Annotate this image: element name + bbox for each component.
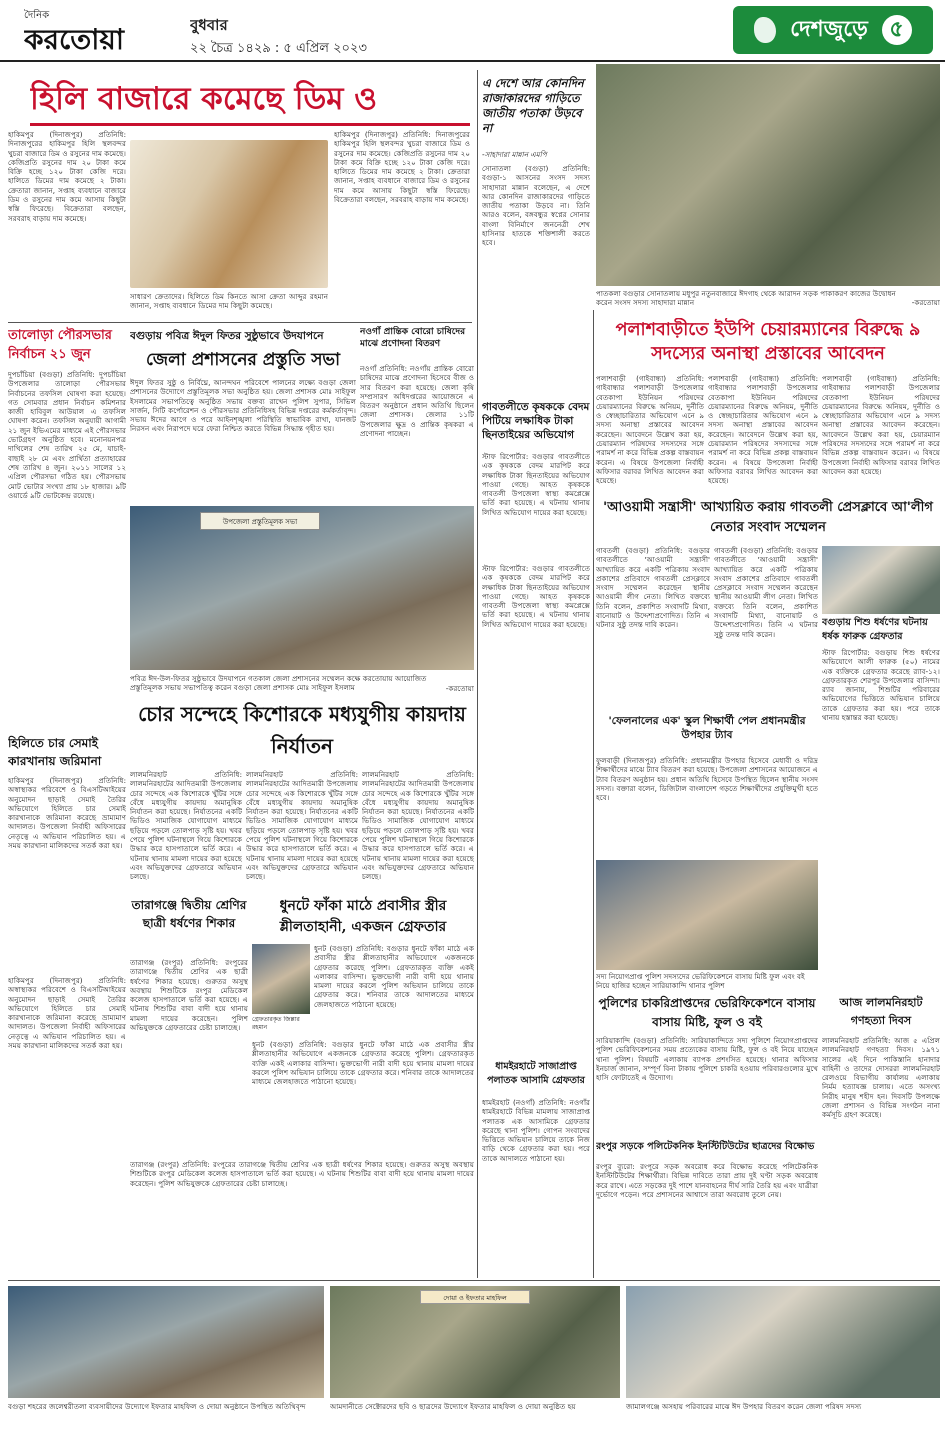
tab-body: ফুলবাড়ী (দিনাজপুর) প্রতিনিধি: প্রধানমন্ত্রীর উপহার হিসেবে মেধাবী ও দরিদ্র শিক্ষার্থীদের মাঝে ট্যাব বিতরণ করা হয়েছে। উপজেলা প্রশাসনের আয়োজনে এ ট্যাব বিতরণ অনুষ্ঠান হয়। প্রধান অতিথি হিসেবে উপস্থিত ছিলেন স্থানীয় সংসদ সদস্য। বক্তারা বলেন, ডিজিটাল বাংলাদেশ গড়তে শিক্ষার্থীদের প্রযুক্তিমুখী হতে হবে।: [596, 756, 818, 803]
bottom-divider: [8, 1280, 940, 1281]
palashbari-body-col3: পলাশবাড়ী (গাইবান্ধা) প্রতিনিধি: গাইবান্ধার পলাশবাড়ী উপজেলার বেতকাপা ইউনিয়ন পরিষদের চেয়ারম্যানের বিরুদ্ধে অনিয়ম, দুর্নীতি ও স্বেচ্ছাচারিতার অভিযোগ এনে ৯ সদস্য অনাস্থা প্রস্তাবের আবেদন করেছেন। আবেদনে উল্লেখ করা হয়, চেয়ারম্যান পরিষদের সদস্যদের সঙ্গে পরামর্শ না করে বিভিন্ন প্রকল্প বাস্তবায়ন করেন। এ বিষয়ে উপজেলা নির্বাহী অফিসার বরাবর লিখিত আবেদন করা হয়েছে।: [822, 374, 940, 476]
top-news-photo: [596, 64, 940, 286]
police-body: সারিয়াকান্দি (বগুড়া) প্রতিনিধি: সারিয়াকান্দিতে সদ্য পুলিশে নিয়োগপ্রাপ্তদের পুলিশ ভেরিফিকেশনের সময় প্রত্যেকের বাসায় মিষ্টি, ফুল ও বই নিয়ে যাচ্ছেন থানা পুলিশ। বিষয়টি এলাকায় ব্যাপক প্রশংসিত হয়েছে। থানার অফিসার ইনচার্জ জানান, সম্পূর্ণ বিনা টাকায় পুলিশে চাকরি হওয়ায় পরিবারগুলোর মুখে হাসি ফোটাতেই এ উদ্যোগ।: [596, 1036, 818, 1083]
flag-byline: -সাহাদারা মান্নান এমপি: [482, 150, 547, 159]
gabtali-farmer-headline: গাবতলীতে কৃষককে বেদম পিটিয়ে লক্ষাধিক টাকা ছিনতাইয়ের অভিযোগ: [482, 401, 590, 441]
semai-headline: হিলিতে চার সেমাই কারখানায় জরিমানা: [8, 736, 102, 768]
page-number: ৫: [882, 15, 912, 45]
section-title: দেশজুড়ে: [790, 17, 868, 42]
dhunat-body: ধুনট (বগুড়া) প্রতিনিধি: বগুড়ার ধুনটে ফাঁকা মাঠে এক প্রবাসীর স্ত্রীর শ্লীলতাহানীর অভিযোগে একজনকে গ্রেফতার করেছে পুলিশ। গ্রেফতারকৃত ব্যক্তি একই এলাকার বাসিন্দা। ভুক্তভোগী নারী বাদী হয়ে থানায় মামলা দায়ের করলে পুলিশ অভিযান চালিয়ে তাকে গ্রেফতার করে। শনিবার তাকে আদালতের মাধ্যমে জেলহাজতে পাঠানো হয়েছে।: [314, 944, 474, 1009]
semai-body: হাকিমপুর (দিনাজপুর) প্রতিনিধি: অস্বাস্থ্যকর পরিবেশে ও বিএসটিআইয়ের অনুমোদন ছাড়াই সেমাই তৈরির অভিযোগে হিলিতে চার সেমাই কারখানাকে জরিমানা করেছে ভ্রাম্যমাণ আদালত। উপজেলা নির্বাহী অফিসারের নেতৃত্বে এ অভিযান পরিচালিত হয়। এ সময় কারখানা মালিকদের সতর্ক করা হয়।: [8, 776, 126, 851]
rangpur-headline: রংপুর সড়কে পলিটেকনিক ইনস্টিটিউটের ছাত্রদের বিক্ষোভ: [596, 1141, 815, 1152]
flag-body: সোনাতলা (বগুড়া) প্রতিনিধি: বগুড়া-১ আসনের সংসদ সদস্য সাহাদারা মান্নান বলেছেন, এ দেশে আর কোনদিন রাজাকারদের গাড়িতে জাতীয় পতাকা উড়বে না। তিনি আরও বলেন, বঙ্গবন্ধুর স্বপ্নের সোনার বাংলা বিনির্মাণে জননেত্রী শেখ হাসিনার হাতকে শক্তিশালী করতে হবে।: [482, 164, 590, 248]
chor-body: লালমনিরহাট প্রতিনিধি: লালমনিরহাটের আদিতমারী উপজেলায় চোর সন্দেহে এক কিশোরকে খুঁটির সঙ্গে বেঁধে মধ্যযুগীয় কায়দায় অমানুষিক নির্যাতন করা হয়েছে। নির্যাতনের একটি ভিডিও সামাজিক যোগাযোগ মাধ্যমে ছড়িয়ে পড়লে তোলপাড় সৃষ্টি হয়। খবর পেয়ে পুলিশ ঘটনাস্থলে গিয়ে কিশোরকে উদ্ধার করে হাসপাতালে ভর্তি করে। এ ঘটনায় থানায় মামলা দায়ের করা হয়েছে এবং অভিযুক্তদের গ্রেফতারে অভিযান চলছে।: [130, 770, 242, 882]
eid-body: ঈদুল ফিতর সুষ্ঠু ও নির্বিঘ্নে, আনন্দঘন পরিবেশে পালনের লক্ষ্যে বগুড়া জেলা প্রশাসনের উদ্যোগে প্রস্তুতিমূলক সভা অনুষ্ঠিত হয়। জেলা প্রশাসক মোঃ সাইফুল ইসলামের সভাপতিত্বে অনুষ্ঠিত সভায় বক্তব্য রাখেন পুলিশ সুপার, সিভিল সার্জন, সিটি কর্পোরেশন ও পৌরসভার প্রতিনিধিসহ বিভিন্ন দপ্তরের কর্মকর্তাবৃন্দ। সভায় ঈদের আগে ও পরে আইনশৃঙ্খলা পরিস্থিতি স্বাভাবিক রাখা, যানজট নিরসন এবং নিরাপদে ঘরে ফেরা নিশ্চিত করতে বিভিন্ন সিদ্ধান্ত গৃহীত হয়।: [130, 378, 356, 434]
flag-headline: এ দেশে আর কোনদিন রাজাকারদের গাড়িতে জাতীয় পতাকা উড়বে না: [482, 76, 584, 135]
hili-headline: হিলি বাজারে কমেছে ডিম ও: [30, 76, 470, 126]
palashbari-body-col2: পলাশবাড়ী (গাইবান্ধা) প্রতিনিধি: গাইবান্ধার পলাশবাড়ী উপজেলার বেতকাপা ইউনিয়ন পরিষদের চেয়ারম্যানের বিরুদ্ধে অনিয়ম, দুর্নীতি ও স্বেচ্ছাচারিতার অভিযোগ এনে ৯ সদস্য অনাস্থা প্রস্তাবের আবেদন করেছেন। আবেদনে উল্লেখ করা হয়, চেয়ারম্যান পরিষদের সদস্যদের সঙ্গে পরামর্শ না করে বিভিন্ন প্রকল্প বাস্তবায়ন করেন। এ বিষয়ে উপজেলা নির্বাহী অফিসার বরাবর লিখিত আবেদন করা হয়েছে।: [708, 374, 818, 486]
dhunat-portrait-caption: গ্রেফতারকৃত জিল্লার রহমান: [252, 1016, 300, 1031]
eid-headline-large: জেলা প্রশাসনের প্রস্তুতি সভা: [145, 350, 341, 370]
shishu-headline: বগুড়ায় শিশু ধর্ষণের ঘটনায় ধর্ষক ফারুক গ্রেফতার: [822, 617, 928, 642]
newspaper-logo: [24, 8, 184, 54]
chor-body-col3: লালমনিরহাট প্রতিনিধি: লালমনিরহাটের আদিতমারী উপজেলায় চোর সন্দেহে এক কিশোরকে খুঁটির সঙ্গে বেঁধে মধ্যযুগীয় কায়দায় অমানুষিক নির্যাতন করা হয়েছে। নির্যাতনের একটি ভিডিও সামাজিক যোগাযোগ মাধ্যমে ছড়িয়ে পড়লে তোলপাড় সৃষ্টি হয়। খবর পেয়ে পুলিশ ঘটনাস্থলে গিয়ে কিশোরকে উদ্ধার করে হাসপাতালে ভর্তি করে। এ ঘটনায় থানায় মামলা দায়ের করা হয়েছে এবং অভিযুক্তদের গ্রেফতারে অভিযান চলছে।: [362, 770, 474, 882]
palashbari-body: পলাশবাড়ী (গাইবান্ধা) প্রতিনিধি: গাইবান্ধার পলাশবাড়ী উপজেলার বেতকাপা ইউনিয়ন পরিষদের চেয়ারম্যানের বিরুদ্ধে অনিয়ম, দুর্নীতি ও স্বেচ্ছাচারিতার অভিযোগ এনে ৯ সদস্য অনাস্থা প্রস্তাবের আবেদন করেছেন। আবেদনে উল্লেখ করা হয়, চেয়ারম্যান পরিষদের সদস্যদের সঙ্গে পরামর্শ না করে বিভিন্ন প্রকল্প বাস্তবায়ন করেন। এ বিষয়ে উপজেলা নির্বাহী অফিসার বরাবর লিখিত আবেদন করা হয়েছে।: [596, 374, 704, 486]
semai-body-cont: হাকিমপুর (দিনাজপুর) প্রতিনিধি: অস্বাস্থ্যকর পরিবেশে ও বিএসটিআইয়ের অনুমোদন ছাড়াই সেমাই তৈরির অভিযোগে হিলিতে চার সেমাই কারখানাকে জরিমানা করেছে ভ্রাম্যমাণ আদালত। উপজেলা নির্বাহী অফিসারের নেতৃত্বে এ অভিযান পরিচালিত হয়। এ সময় কারখানা মালিকদের সতর্ক করা হয়।: [8, 976, 126, 1051]
awami-headline: 'আওয়ামী সন্ত্রাসী' আখ্যায়িত করায় গাবতলী প্রেসক্লাবে আ'লীগ নেতার সংবাদ সম্মেলন: [603, 500, 933, 535]
eid-headline-small: বগুড়ায় পবিত্র ঈদুল ফিতর সুষ্ঠুভাবে উদযাপনে: [130, 330, 324, 342]
naogaon-body: নওগাঁ প্রতিনিধি: নওগাঁয় প্রান্তিক বোরো চাষিদের মাঝে প্রণোদনা হিসেবে বীজ ও সার বিতরণ করা হয়েছে। জেলা কৃষি সম্প্রসারণ অধিদপ্তরের আয়োজনে এ বিতরণ অনুষ্ঠানে প্রধান অতিথি ছিলেন জেলা প্রশাসক। জেলার ১১টি উপজেলার ক্ষুদ্র ও প্রান্তিক কৃষকরা এ প্রণোদনা পাচ্ছেন।: [360, 364, 474, 439]
column-rule: [477, 70, 478, 1278]
rangpur-body: রংপুর ব্যুরো: রংপুরে সড়ক অবরোধ করে বিক্ষোভ করেছে পলিটেকনিক ইনস্টিটিউটের শিক্ষার্থীরা। বিভিন্ন দাবিতে তারা প্রায় দুই ঘণ্টা সড়ক অবরোধ করে রাখে। এতে সড়কের দুই পাশে যানবাহনের দীর্ঘ সারি তৈরি হয় এবং যাত্রীরা দুর্ভোগে পড়েন। পরে প্রশাসনের আশ্বাসে তারা অবরোধ তুলে নেয়।: [596, 1162, 818, 1199]
dhamoirhat-headline: ধামইরহাটে সাজাপ্রাপ্ত পলাতক আসামি গ্রেফতার: [487, 1061, 585, 1086]
top-photo-credit: -করতোয়া: [911, 298, 940, 307]
logo-name: করতোয়া: [24, 23, 124, 54]
palashbari-headline: পলাশবাড়ীতে ইউপি চেয়ারম্যানের বিরুদ্ধে ৯ সদস্যের অনাস্থা প্রস্তাবের আবেদন: [615, 320, 921, 364]
dhamoirhat-body: ধামইরহাট (নওগাঁ) প্রতিনিধি: নওগাঁর ধামইরহাটে বিভিন্ন মামলায় সাজাপ্রাপ্ত পলাতক এক আসামিকে গ্রেফতার করেছে থানা পুলিশ। গোপন সংবাদের ভিত্তিতে অভিযান চালিয়ে তাকে নিজ বাড়ি থেকে গ্রেফতার করা হয়। পরে তাকে আদালতে পাঠানো হয়।: [482, 1098, 590, 1163]
eggs-garlic-photo: [130, 140, 328, 288]
masthead-date-block: [190, 14, 367, 60]
meeting-photo-caption: পবিত্র ঈদ-উল-ফিতর সুষ্ঠুভাবে উদযাপনে গতকাল জেলা প্রশাসনের সম্মেলন কক্ষে করতোয়ায় আয়োজিত প্রস্তুতিমূলক সভায় সভাপতিত্ব করেন বগুড়া জেলা প্রশাসক মোঃ সাইফুল ইসলাম: [130, 674, 427, 693]
divider: [8, 322, 472, 323]
genocide-headline: আজ লালমনিরহাট গণহত্যা দিবস: [839, 996, 923, 1027]
talora-headline: তালোড়া পৌরসভার নির্বাচন ২১ জুন: [8, 328, 112, 362]
bottom-photo-1: [8, 1286, 324, 1398]
meeting-banner-text: উপজেলা প্রস্তুতিমূলক সভা: [222, 518, 298, 526]
bottom-caption-1: বগুড়া শহরের জলেশ্বরীতলা ব্যবসায়ীদের উদ্যোগে ইফতার মাহফিল ও দোয়া অনুষ্ঠানে উপস্থিত অতিথিবৃন্দ: [8, 1402, 306, 1411]
dhunat-headline: ধুনটে ফাঁকা মাঠে প্রবাসীর স্ত্রীর শ্লীলতাহানী, একজন গ্রেফতার: [279, 898, 447, 935]
genocide-body: লালমনিরহাট প্রতিনিধি: আজ ৫ এপ্রিল লালমনিরহাট গণহত্যা দিবস। ১৯৭১ সালের এই দিনে পাকিস্তানি হানাদার বাহিনী ও তাদের দোসররা লালমনিরহাট রেলওয়ে বিভাগীয় কার্যালয় এলাকায় নির্মম হত্যাযজ্ঞ চালায়। এতে অসংখ্য নিরীহ মানুষ শহীদ হন। দিবসটি উপলক্ষে জেলা প্রশাসন ও বিভিন্ন সংগঠন নানা কর্মসূচি গ্রহণ করেছে।: [822, 1036, 940, 1120]
hili-body-col3: হাকিমপুর (দিনাজপুর) প্রতিনিধি: দিনাজপুরের হাকিমপুর হিলি স্থলবন্দর খুচরা বাজারে ডিম ও রসুনের দাম কমেছে। কেজিপ্রতি রসুনের দাম ২০ টাকা কমে বিক্রি হচ্ছে ১২০ টাকা কেজি দরে। হালিতে ডিমের দাম কমেছে ২ টাকা। ক্রেতারা জানান, সপ্তাহ ব্যবধানে বাজারে ডিম ও রসুনের দাম কমে আসায় কিছুটা স্বস্তি ফিরেছে। বিক্রেতারা বলছেন, সরবরাহ বাড়ায় দাম কমেছে।: [334, 130, 470, 205]
tarajanj-body: তারাগঞ্জ (রংপুর) প্রতিনিধি: রংপুরের তারাগঞ্জে দ্বিতীয় শ্রেণির এক ছাত্রী ধর্ষণের শিকার হয়েছে। গুরুতর অসুস্থ অবস্থায় শিশুটিকে রংপুর মেডিকেল কলেজ হাসপাতালে ভর্তি করা হয়েছে। এ ঘটনায় শিশুটির বাবা বাদী হয়ে থানায় মামলা দায়ের করেছেন। পুলিশ অভিযুক্তকে গ্রেফতারের চেষ্টা চালাচ্ছে।: [130, 958, 248, 1033]
chor-body-col2: লালমনিরহাট প্রতিনিধি: লালমনিরহাটের আদিতমারী উপজেলায় চোর সন্দেহে এক কিশোরকে খুঁটির সঙ্গে বেঁধে মধ্যযুগীয় কায়দায় অমানুষিক নির্যাতন করা হয়েছে। নির্যাতনের একটি ভিডিও সামাজিক যোগাযোগ মাধ্যমে ছড়িয়ে পড়লে তোলপাড় সৃষ্টি হয়। খবর পেয়ে পুলিশ ঘটনাস্থলে গিয়ে কিশোরকে উদ্ধার করে হাসপাতালে ভর্তি করে। এ ঘটনায় থানায় মামলা দায়ের করা হয়েছে এবং অভিযুক্তদের গ্রেফতারে অভিযান চলছে।: [246, 770, 358, 882]
hili-photo-caption: সাধারণ ক্রেতাদের। হিলিতে ডিম কিনতে আসা ক্রেতা আব্দুর রহমান জানান, সপ্তাহ ব্যবধানে ডিমের দাম কিছুটা কমেছে।: [130, 292, 328, 311]
police-verification-photo: [596, 860, 818, 970]
accused-portrait: [822, 546, 940, 614]
meeting-photo: [130, 506, 474, 670]
meeting-photo-credit: -করতোয়া: [445, 684, 474, 693]
police-headline: পুলিশের চাকরিপ্রাপ্তদের ভেরিফিকেশনে বাসায় বাসায় মিষ্টি, ফুল ও বই: [598, 996, 816, 1029]
gabtali-farmer-body-cont: স্টাফ রিপোর্টার: বগুড়ার গাবতলীতে এক কৃষককে বেদম মারপিট করে লক্ষাধিক টাকা ছিনতাইয়ের অভিযোগ পাওয়া গেছে। আহত কৃষককে গাবতলী উপজেলা স্বাস্থ্য কমপ্লেক্সে ভর্তি করা হয়েছে। এ ঘটনায় থানায় লিখিত অভিযোগ দায়ের করা হয়েছে।: [482, 564, 590, 629]
awami-body-col2: গাবতলী (বগুড়া) প্রতিনিধি: বগুড়ার গাবতলীতে 'আওয়ামী সন্ত্রাসী' আখ্যায়িত করে একটি পত্রিকায় সংবাদ প্রকাশের প্রতিবাদে গাবতলী প্রেসক্লাবে সংবাদ সম্মেলন করেছেন স্থানীয় আওয়ামী লীগ নেতা। লিখিত বক্তব্যে তিনি বলেন, প্রকাশিত সংবাদটি মিথ্যা, বানোয়াট ও উদ্দেশ্যপ্রণোদিত। তিনি এ ঘটনার সুষ্ঠু তদন্ত দাবি করেন।: [714, 546, 818, 639]
chor-headline: চোর সন্দেহে কিশোরকে মধ্যযুগীয় কায়দায় নির্যাতন: [138, 702, 466, 758]
bottom-banner-text: দোয়া ও ইফতার মাহফিল: [443, 1294, 507, 1302]
masthead-day: বুধবার: [190, 16, 228, 34]
tarajanj-body-cont: তারাগঞ্জ (রংপুর) প্রতিনিধি: রংপুরের তারাগঞ্জে দ্বিতীয় শ্রেণির এক ছাত্রী ধর্ষণের শিকার হয়েছে। গুরুতর অসুস্থ অবস্থায় শিশুটিকে রংপুর মেডিকেল কলেজ হাসপাতালে ভর্তি করা হয়েছে। এ ঘটনায় শিশুটির বাবা বাদী হয়ে থানায় মামলা দায়ের করেছেন। পুলিশ অভিযুক্তকে গ্রেফতারের চেষ্টা চালাচ্ছে।: [130, 1160, 474, 1188]
hili-body: হাকিমপুর (দিনাজপুর) প্রতিনিধি: দিনাজপুরের হাকিমপুর হিলি স্থলবন্দর খুচরা বাজারে ডিম ও রসুনের দাম কমেছে। কেজিপ্রতি রসুনের দাম ২০ টাকা কমে বিক্রি হচ্ছে ১২০ টাকা কেজি দরে। হালিতে ডিমের দাম কমেছে ২ টাকা। ক্রেতারা জানান, সপ্তাহ ব্যবধানে বাজারে ডিম ও রসুনের দাম কমে আসায় কিছুটা স্বস্তি ফিরেছে। বিক্রেতারা বলছেন, সরবরাহ বাড়ায় দাম কমেছে।: [8, 130, 126, 223]
bottom-photo-2-banner: [420, 1290, 530, 1304]
tab-headline: 'ফেলনালের এক' স্কুল শিক্ষার্থী পেল প্রধানমন্ত্রীর উপহার ট্যাব: [608, 715, 806, 741]
top-photo-caption: পাতকলা বগুড়ার সোনাতলায় মধুপুর নতুনবাজারে ঈদগাহ থেকে আরাদন সড়ক পাকাকরণ কাজের উদ্বোধন করেন সংসদ সদস্য সাহাদারা মান্নান: [596, 289, 896, 308]
section-badge: [733, 6, 933, 54]
masthead-date: ২২ চৈত্র ১৪২৯ : ৫ এপ্রিল ২০২৩: [190, 41, 367, 56]
dhunat-body-cont: ধুনট (বগুড়া) প্রতিনিধি: বগুড়ার ধুনটে ফাঁকা মাঠে এক প্রবাসীর স্ত্রীর শ্লীলতাহানীর অভিযোগে একজনকে গ্রেফতার করেছে পুলিশ। গ্রেফতারকৃত ব্যক্তি একই এলাকার বাসিন্দা। ভুক্তভোগী নারী বাদী হয়ে থানায় মামলা দায়ের করলে পুলিশ অভিযান চালিয়ে তাকে গ্রেফতার করে। শনিবার তাকে আদালতের মাধ্যমে জেলহাজতে পাঠানো হয়েছে।: [252, 1040, 474, 1087]
masthead: [0, 0, 945, 62]
police-photo-caption: সদ্য নিয়োগপ্রাপ্ত পুলিশ সদস্যদের ভেরিফিকেশনে বাসায় মিষ্টি ফুল এবং বই নিয়ে হাজির হচ্ছেন সারিয়াকান্দি থানার পুলিশ: [596, 972, 805, 991]
bottom-caption-3: জামালগঞ্জে অসহায় পরিবারের মাঝে ঈদ উপহার বিতরণ করেন জেলা পরিষদ সদস্য: [626, 1402, 862, 1411]
tarajanj-headline: তারাগঞ্জে দ্বিতীয় শ্রেণির ছাত্রী ধর্ষণের শিকার: [131, 898, 247, 930]
logo-small-text: দৈনিক: [24, 10, 50, 21]
talora-body: দুপচাঁচিয়া (বগুড়া) প্রতিনিধি: দুপচাঁচিয়া উপজেলার তালোড়া পৌরসভার নির্বাচনের তফসিল ঘোষণা করা হয়েছে। গত সোমবার প্রধান নির্বাচন কমিশনার কাজী হাবিবুল আউয়াল এ তফসিল ঘোষণা করেন। তফসিল অনুযায়ী আগামী ২১ জুন ইভিএমের মাধ্যমে এই পৌরসভার ভোটগ্রহণ অনুষ্ঠিত হবে। মনোনয়নপত্র দাখিলের শেষ তারিখ ২৫ মে, যাচাই-বাছাই ২৮ মে এবং প্রার্থিতা প্রত্যাহারের শেষ তারিখ ৪ জুন। ২০১১ সালের ১২ এপ্রিল পৌরসভা গঠিত হয়। পৌরসভায় মোট ভোটার সংখ্যা প্রায় ১৮ হাজার। ৯টি ওয়ার্ডে ৯টি ভোটকেন্দ্র রয়েছে।: [8, 370, 126, 500]
bottom-caption-2: আমদানীতে সেক্টোরদের ছবি ও ছাত্রদের উদ্যোগে ইফতার মাহফিল ও দোয়া অনুষ্ঠিত হয়: [330, 1402, 576, 1411]
meeting-banner: [200, 512, 320, 530]
awami-body: গাবতলী (বগুড়া) প্রতিনিধি: বগুড়ার গাবতলীতে 'আওয়ামী সন্ত্রাসী' আখ্যায়িত করে একটি পত্রিকায় সংবাদ প্রকাশের প্রতিবাদে গাবতলী প্রেসক্লাবে সংবাদ সম্মেলন করেছেন স্থানীয় আওয়ামী লীগ নেতা। লিখিত বক্তব্যে তিনি বলেন, প্রকাশিত সংবাদটি মিথ্যা, বানোয়াট ও উদ্দেশ্যপ্রণোদিত। তিনি এ ঘটনার সুষ্ঠু তদন্ত দাবি করেন।: [596, 546, 710, 630]
bangladesh-map-icon: [754, 17, 776, 43]
naogaon-headline: নওগাঁ প্রান্তিক বোরো চাষিদের মাঝে প্রণোদনা বিতরণ: [360, 327, 466, 349]
column-rule: [593, 310, 594, 1278]
gabtali-farmer-body: স্টাফ রিপোর্টার: বগুড়ার গাবতলীতে এক কৃষককে বেদম মারপিট করে লক্ষাধিক টাকা ছিনতাইয়ের অভিযোগ পাওয়া গেছে। আহত কৃষককে গাবতলী উপজেলা স্বাস্থ্য কমপ্লেক্সে ভর্তি করা হয়েছে। এ ঘটনায় থানায় লিখিত অভিযোগ দায়ের করা হয়েছে।: [482, 452, 590, 517]
bottom-photo-3: [626, 1286, 940, 1398]
shishu-body: স্টাফ রিপোর্টার: বগুড়ায় শিশু ধর্ষণের অভিযোগে আলী ফারুক (৫০) নামের এক ব্যক্তিকে গ্রেফতার করেছে র‍্যাব-১২। গ্রেফতারকৃত শেরপুর উপজেলার বাসিন্দা। র‍্যাব জানায়, শিশুটির পরিবারের অভিযোগের ভিত্তিতে অভিযান চালিয়ে তাকে গ্রেফতার করা হয়। পরে তাকে থানায় হস্তান্তর করা হয়েছে।: [822, 648, 940, 723]
dhunat-accused-portrait: [252, 944, 310, 1014]
